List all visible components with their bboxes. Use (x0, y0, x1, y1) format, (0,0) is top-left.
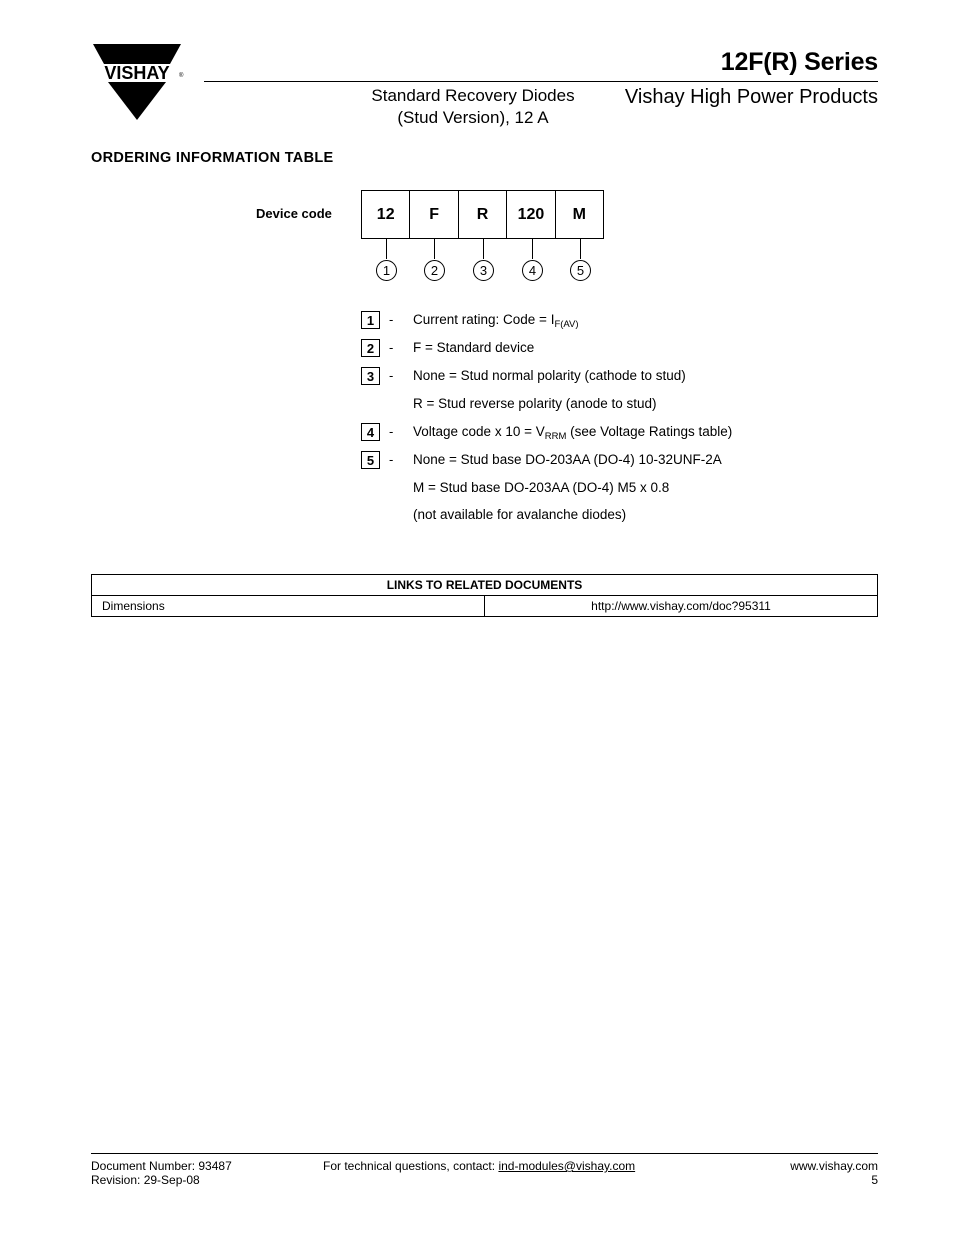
legend-dash-2: - (389, 340, 394, 355)
footer-rule (91, 1153, 878, 1154)
legend-number-1: 1 (361, 311, 380, 329)
website-link[interactable]: www.vishay.com (790, 1159, 878, 1173)
code-segment-2: F (410, 191, 458, 238)
legend-number-4: 4 (361, 423, 380, 441)
legend-text-5b: M = Stud base DO-203AA (DO-4) M5 x 0.8 (413, 480, 670, 495)
legend-number-5: 5 (361, 451, 380, 469)
legend-number-3: 3 (361, 367, 380, 385)
leader-line-5 (580, 239, 581, 259)
leader-line-3 (483, 239, 484, 259)
product-subtitle (355, 85, 591, 129)
position-circle-3: 3 (473, 260, 494, 281)
legend-dash-1: - (389, 312, 394, 327)
dimensions-label: Dimensions (92, 596, 485, 617)
division-name: Vishay High Power Products (624, 86, 878, 108)
document-number: Document Number: 93487 (91, 1159, 232, 1173)
code-segment-1: 12 (362, 191, 410, 238)
leader-line-1 (386, 239, 387, 259)
contact-prefix: For technical questions, contact: (323, 1159, 499, 1173)
footer-site-info (790, 1159, 878, 1187)
position-circle-1: 1 (376, 260, 397, 281)
section-heading: ORDERING INFORMATION TABLE (91, 150, 334, 166)
leader-line-2 (434, 239, 435, 259)
contact-email-link[interactable]: ind-modules@vishay.com (498, 1159, 636, 1173)
logo-text: VISHAY (104, 63, 170, 83)
legend-text-1: Current rating: Code = $I_{F(AV)}$ (413, 312, 579, 330)
revision-date: Revision: 29-Sep-08 (91, 1173, 200, 1187)
device-code-label: Device code (256, 206, 332, 221)
legend-text-5: None = Stud base DO-203AA (DO-4) 10-32UNF-2A (413, 452, 722, 467)
footer-contact (323, 1159, 635, 1173)
svg-text:®: ® (179, 73, 184, 79)
legend-subscript-1: F(AV) (554, 319, 579, 330)
legend-dash-4: - (389, 424, 394, 439)
legend-number-2: 2 (361, 339, 380, 357)
dimensions-link[interactable]: http://www.vishay.com/doc?95311 (485, 596, 878, 617)
legend-text-4: Voltage code x $10 = V_{RRM}$ (see Voltage Ratings table) (413, 424, 733, 442)
links-table-header: LINKS TO RELATED DOCUMENTS (92, 575, 878, 596)
legend-text-3: None = Stud normal polarity (cathode to stud) (413, 368, 686, 383)
device-code-box (361, 190, 604, 239)
footer-document-info (91, 1159, 232, 1187)
links-table (91, 574, 878, 617)
legend-dash-5: - (389, 452, 394, 467)
code-segment-3: R (459, 191, 507, 238)
series-title: 12F(R) Series (720, 48, 878, 76)
vishay-logo (90, 44, 184, 122)
legend-text-5c: (not available for avalanche diodes) (413, 507, 627, 522)
position-circle-5: 5 (570, 260, 591, 281)
legend-text-3b: R = Stud reverse polarity (anode to stud) (413, 396, 657, 411)
legend-subscript-4: RRM (544, 431, 567, 442)
subtitle-line-1: Standard Recovery Diodes (371, 86, 575, 105)
position-circle-4: 4 (522, 260, 543, 281)
legend-text-2: F = Standard device (413, 340, 535, 355)
header-rule (204, 81, 878, 82)
leader-line-4 (532, 239, 533, 259)
subtitle-line-2: (Stud Version), 12 A (397, 108, 549, 127)
legend-dash-3: - (389, 368, 394, 383)
table-row (92, 596, 878, 617)
position-circle-2: 2 (424, 260, 445, 281)
code-segment-5: M (572, 205, 586, 223)
page-number: 5 (871, 1173, 878, 1187)
code-segment-4: 120 (507, 191, 555, 238)
